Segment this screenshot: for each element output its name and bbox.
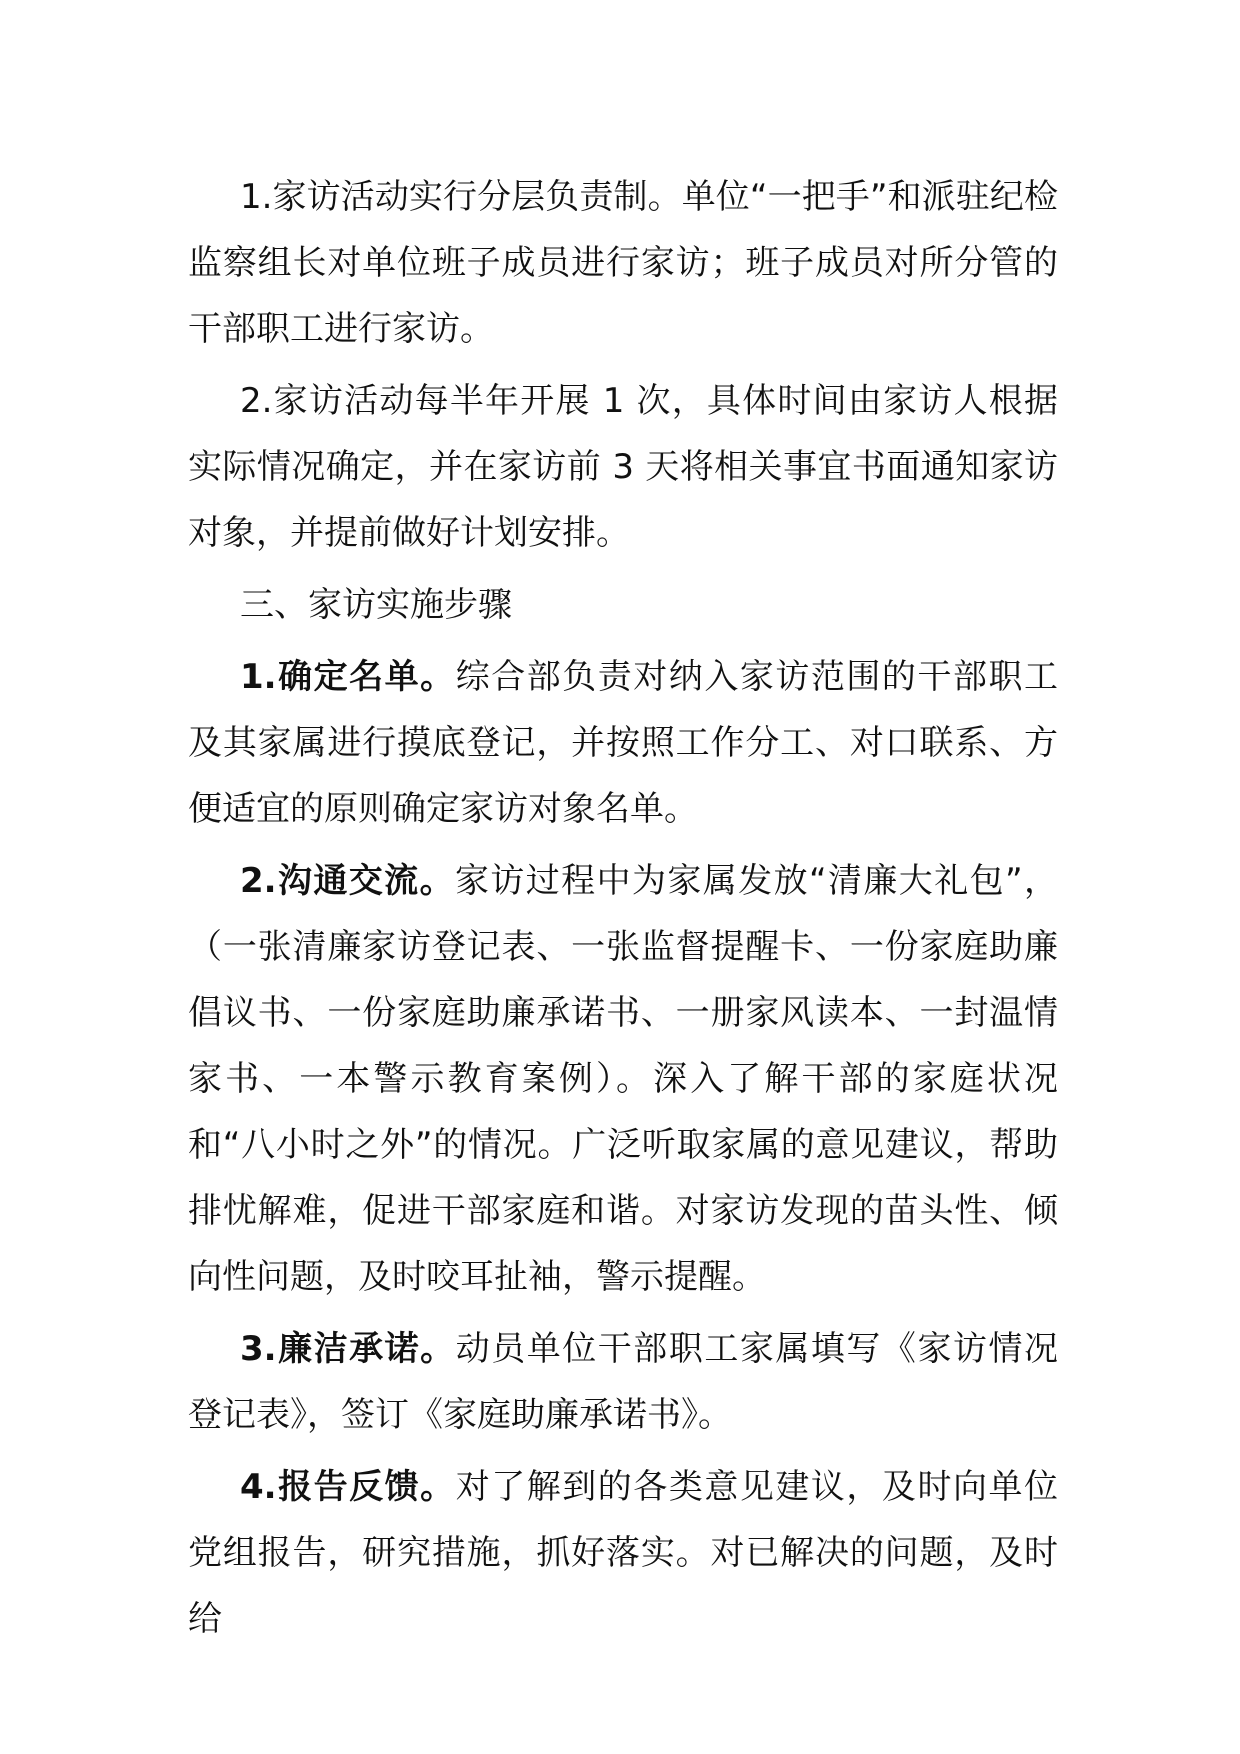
section-heading [188, 572, 1058, 638]
paragraph-text: 家访过程中为家属发放“清廉大礼包”，（一张清廉家访登记表、一张监督提醒卡、一份家庭助廉倡议书、一份家庭助廉承诺书、一册家风读本、一封温情家书、一本警示教育案例）。深入了解干部的家庭状况和“八小时之外”的情况。广泛听取家属的意见建议，帮助排忧解难，促进干部家庭和谐。对家访发现的苗头性、倾向性问题，及时咬耳扯袖，警示提醒。 [188, 861, 1059, 1297]
step-title: 4.报告反馈。 [240, 1467, 456, 1507]
step-title: 3.廉洁承诺。 [240, 1329, 456, 1369]
paragraph-text: 动员单位干部职工家属填写《家访情况登记表》，签订《家庭助廉承诺书》。 [188, 1329, 1059, 1435]
step-title: 1.确定名单。 [240, 657, 456, 697]
step-integrity-pledge [188, 1316, 1058, 1448]
paragraph-text: 综合部负责对纳入家访范围的干部职工及其家属进行摸底登记，并按照工作分工、对口联系、方便适宜的原则确定家访对象名单。 [188, 657, 1059, 829]
paragraph-responsibility [188, 164, 1058, 362]
paragraph-text: 对了解到的各类意见建议，及时向单位党组报告，研究措施，抓好落实。对已解决的问题，及时给 [188, 1467, 1059, 1639]
section-heading-text: 三、家访实施步骤 [240, 585, 512, 625]
step-report-feedback [188, 1454, 1058, 1652]
step-communication [188, 848, 1058, 1310]
paragraph-text: 2.家访活动每半年开展 1 次，具体时间由家访人根据实际情况确定，并在家访前 3 天将相关事宜书面通知家访对象，并提前做好计划安排。 [188, 381, 1058, 553]
step-determine-list [188, 644, 1058, 842]
paragraph-frequency [188, 368, 1058, 566]
paragraph-text: 1.家访活动实行分层负责制。单位“一把手”和派驻纪检监察组长对单位班子成员进行家访；班子成员对所分管的干部职工进行家访。 [188, 177, 1058, 349]
step-title: 2.沟通交流。 [240, 861, 455, 901]
document-page [188, 164, 1058, 1658]
